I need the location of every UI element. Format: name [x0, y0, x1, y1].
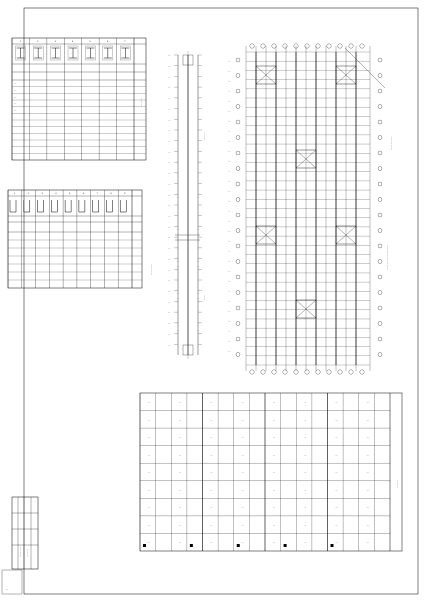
cell-value: — [366, 542, 369, 545]
cell-value: — [366, 472, 369, 474]
top-left-schedule-table [12, 38, 146, 160]
cell-value: — [335, 401, 338, 404]
level-mark: — [168, 151, 171, 154]
axis-bubble-right [378, 182, 382, 186]
axis-bubble-right [378, 244, 382, 248]
dimension-mark: — [228, 341, 231, 343]
column-number: 4 [72, 41, 74, 43]
axis-bubble-left [236, 306, 240, 310]
dimension-mark: — [228, 211, 231, 213]
level-mark: — [168, 172, 171, 175]
elevation-caption: — — [204, 295, 206, 300]
axis-bubble-right [378, 229, 382, 233]
cell-value: — [179, 401, 182, 404]
axis-bubble-left [236, 337, 240, 341]
axis-bubble-top [327, 44, 331, 48]
cell-value: — [14, 83, 17, 85]
axis-bubble-right [378, 89, 382, 93]
column-number: 5 [89, 41, 91, 43]
axis-bubble-top [338, 44, 342, 48]
cell-value: — [366, 401, 369, 404]
dimension-mark: — [228, 61, 231, 63]
dimension-mark: — [228, 141, 231, 143]
section-profile-sketch [17, 48, 25, 58]
level-mark: — [168, 322, 171, 325]
cell-value: — [210, 489, 213, 492]
column-number: 6 [106, 41, 109, 43]
level-mark: — [168, 119, 171, 122]
axis-bubble-top [316, 44, 320, 48]
cell-value: — [179, 489, 182, 492]
column-number: 9 [124, 193, 126, 195]
level-mark: — [168, 333, 171, 336]
cell-value: — [241, 489, 244, 492]
cell-value: — [210, 419, 213, 422]
section-profile-sketch [65, 200, 71, 212]
axis-bubble-top [360, 44, 364, 48]
elevation-caption: — — — [204, 132, 206, 140]
cell-value: — [366, 454, 369, 457]
cell-value: — [179, 419, 182, 422]
level-mark: — [168, 140, 171, 143]
section-profile-sketch [93, 200, 99, 212]
dimension-mark: — [228, 171, 231, 173]
axis-bubble-right [378, 260, 382, 264]
dimension-mark: — [228, 71, 231, 73]
dimension-mark: — [228, 281, 231, 283]
cell-value: — [147, 419, 150, 422]
cell-value: — [241, 419, 244, 422]
axis-bubble-left [236, 167, 240, 171]
axis-bubble-left [236, 182, 240, 186]
axis-bubble-top [261, 44, 265, 48]
axis-bubble-top [283, 44, 287, 48]
edge-stamp-box [2, 570, 22, 594]
caption-text: — — — — [151, 264, 153, 275]
axis-bubble-left [236, 291, 240, 295]
cell-value: — [210, 401, 213, 404]
cell-value: — [147, 489, 150, 492]
section-profile-sketch [104, 48, 112, 58]
marker-square [284, 544, 287, 547]
dimension-mark: — [228, 191, 231, 193]
axis-bubble-left [236, 213, 240, 217]
cell-value: — [335, 419, 338, 422]
cell-value: — [335, 524, 338, 527]
axis-bubble-right [378, 120, 382, 124]
axis-bubble-bottom [316, 370, 320, 374]
column-number: 2 [27, 193, 29, 195]
section-profile-sketch [24, 200, 30, 212]
dimension-mark: — [228, 311, 231, 313]
level-mark: — [168, 130, 171, 132]
cell-value: — [241, 507, 244, 510]
table-outline [8, 190, 142, 288]
dimension-mark: — [228, 231, 231, 233]
column-elevation-drawing [168, 51, 206, 359]
cell-value: — [366, 436, 369, 439]
cell-value: — [147, 401, 150, 404]
cell-value: — [241, 436, 244, 439]
cell-value: — [272, 542, 275, 545]
cell-value: — [272, 419, 275, 422]
axis-bubble-bottom [250, 370, 254, 374]
axis-bubble-left [236, 136, 240, 140]
cell-value: — [179, 454, 182, 457]
column-number: 3 [41, 193, 43, 195]
cell-value: — [335, 472, 338, 474]
section-profile-sketch [51, 200, 57, 212]
dimension-mark: — [228, 81, 231, 83]
cell-value: — [14, 96, 17, 99]
cell-value: — [210, 436, 213, 439]
level-mark: — [168, 301, 171, 304]
dimension-mark: — [228, 161, 231, 163]
level-mark: — [168, 87, 171, 90]
level-mark: — [168, 108, 171, 111]
cell-value: — [210, 454, 213, 457]
axis-bubble-left [236, 275, 240, 279]
column-number: 6 [82, 193, 84, 195]
axis-bubble-right [378, 74, 382, 78]
axis-bubble-right [378, 213, 382, 217]
mid-left-schedule-table [8, 190, 153, 288]
dimension-mark: — [228, 111, 231, 113]
column-number: 4 [55, 193, 57, 195]
level-mark: — [168, 97, 171, 100]
cell-value: — [335, 542, 338, 545]
dimension-mark: — [228, 151, 231, 153]
cell-value: — [335, 507, 338, 510]
axis-bubble-bottom [360, 370, 364, 374]
cell-value: — [366, 419, 369, 422]
axis-bubble-top [250, 44, 254, 48]
axis-bubble-right [378, 105, 382, 109]
level-mark: — [168, 247, 171, 250]
dimension-mark: — [228, 131, 231, 133]
bottom-specification-table [140, 393, 402, 551]
dimension-mark: — [228, 251, 231, 253]
axis-bubble-top [349, 44, 353, 48]
cell-value: — [210, 507, 213, 510]
cell-value: — [304, 489, 307, 492]
cell-value: — [272, 436, 275, 439]
section-profile-sketch [79, 200, 85, 212]
cell-value: — [304, 436, 307, 439]
dimension-mark: — [228, 291, 231, 293]
axis-bubble-bottom [283, 370, 287, 374]
axis-bubble-top [272, 44, 276, 48]
cell-value: — [147, 507, 150, 510]
axis-bubble-bottom [261, 370, 265, 374]
cell-value: — [147, 524, 150, 527]
axis-bubble-left [236, 89, 240, 93]
cell-value: — [14, 89, 17, 92]
axis-bubble-bottom [305, 370, 309, 374]
level-mark: — [168, 162, 171, 165]
marker-square [190, 544, 193, 547]
level-mark: — [168, 226, 171, 229]
cell-value: — [272, 524, 275, 527]
section-profile-sketch [34, 48, 42, 58]
cell-value: — [304, 401, 307, 404]
axis-bubble-right [378, 353, 382, 357]
cell-value: — [147, 436, 150, 439]
cell-value: — [241, 401, 244, 404]
axis-bubble-right [378, 322, 382, 326]
axis-bubble-right [378, 306, 382, 310]
axis-bubble-right [378, 58, 382, 62]
dimension-mark: — [228, 101, 231, 103]
section-profile-sketch [86, 48, 94, 58]
column-number: 7 [124, 41, 126, 43]
axis-bubble-left [236, 120, 240, 124]
dimension-mark: — [228, 221, 231, 223]
dimension-mark: — [228, 351, 231, 353]
cell-value: — [304, 524, 307, 527]
column-number: 7 [96, 193, 98, 195]
cell-value: — [366, 507, 369, 510]
cell-value: — [210, 524, 213, 527]
axis-bubble-left [236, 244, 240, 248]
section-profile-sketch [121, 48, 129, 58]
plan-note: — — — — — [391, 136, 393, 150]
cell-value: — [147, 542, 150, 545]
section-profile-sketch [10, 200, 16, 212]
level-mark: — [168, 344, 171, 347]
axis-bubble-right [378, 337, 382, 341]
cell-value: — [210, 542, 213, 545]
marker-square [143, 544, 146, 547]
axis-bubble-left [236, 105, 240, 109]
level-mark: — [168, 280, 171, 282]
marker-square [237, 544, 240, 547]
cell-value: — [272, 401, 275, 404]
column-number: 3 [54, 41, 56, 43]
column-number: 1 [13, 193, 16, 195]
marker-square [331, 544, 334, 547]
axis-bubble-bottom [272, 370, 276, 374]
level-mark: — [168, 76, 171, 79]
dimension-mark: — [228, 201, 231, 203]
cell-value: — [147, 472, 150, 474]
axis-bubble-bottom [338, 370, 342, 374]
dimension-mark: — [228, 321, 231, 323]
leader-line [345, 48, 385, 88]
axis-bubble-left [236, 58, 240, 62]
cell-value: — [272, 507, 275, 510]
level-mark: — [168, 183, 171, 186]
corner-mark: — [6, 589, 9, 591]
cell-value: — [304, 454, 307, 457]
inner-border [24, 8, 418, 594]
cell-value: — [304, 419, 307, 422]
dimension-mark: — [228, 301, 231, 303]
cell-value: — [272, 454, 275, 457]
axis-bubble-bottom [327, 370, 331, 374]
section-profile-sketch [69, 48, 77, 58]
axis-bubble-left [236, 322, 240, 326]
title-block-text: — — — [27, 549, 29, 557]
level-mark: — [168, 258, 171, 261]
cell-value: — [304, 472, 307, 474]
dimension-mark: — [228, 271, 231, 273]
axis-bubble-left [236, 198, 240, 202]
axis-bubble-left [236, 353, 240, 357]
cell-value: — [14, 109, 17, 112]
axis-bubble-right [378, 151, 382, 155]
cell-value: — [335, 454, 338, 457]
cell-value: — [179, 472, 182, 474]
table-caption: — — — [397, 480, 399, 488]
dimension-mark: — [228, 241, 231, 243]
title-block-outline [12, 497, 38, 569]
cell-value: — [179, 436, 182, 439]
level-mark: — [168, 269, 171, 272]
column-number: 2 [37, 41, 39, 43]
cell-value: — [335, 489, 338, 492]
cell-value: — [241, 454, 244, 457]
cell-value: — [366, 489, 369, 492]
framing-plan-drawing [228, 44, 393, 374]
cell-value: — [241, 472, 244, 474]
dimension-mark: — [228, 181, 231, 183]
caption-text: — — — [140, 98, 142, 106]
cell-value: — [272, 489, 275, 492]
cell-value: — [304, 507, 307, 510]
cell-value: — [241, 542, 244, 545]
column-number: 8 [110, 193, 112, 195]
dimension-mark: — [228, 331, 231, 333]
plan-caption: — — — — — — — — — [387, 245, 389, 270]
dimension-mark: — [228, 121, 231, 123]
cell-value: — [179, 507, 182, 510]
cell-value: — [366, 524, 369, 527]
cell-value: — [14, 103, 17, 105]
section-profile-sketch [52, 48, 60, 58]
cell-value: — [147, 454, 150, 457]
cell-value: — [210, 472, 213, 474]
axis-bubble-left [236, 74, 240, 78]
column-number: 1 [19, 41, 21, 43]
axis-bubble-right [378, 275, 382, 279]
section-profile-sketch [38, 200, 44, 212]
cell-value: — [179, 524, 182, 527]
level-mark: — [168, 65, 171, 68]
level-mark: — [168, 55, 171, 57]
axis-bubble-right [378, 167, 382, 171]
title-block-text: — — — — [20, 546, 22, 557]
level-mark: — [168, 194, 171, 197]
cell-value: — [272, 472, 275, 474]
axis-bubble-left [236, 260, 240, 264]
cell-value: — [241, 524, 244, 527]
dimension-mark: — [228, 91, 231, 93]
cell-value: — [179, 542, 182, 545]
axis-bubble-right [378, 198, 382, 202]
axis-bubble-bottom [349, 370, 353, 374]
section-profile-sketch [106, 200, 112, 212]
axis-bubble-left [236, 229, 240, 233]
cell-value: — [304, 542, 307, 545]
cell-value: — [335, 436, 338, 439]
level-mark: — [168, 237, 171, 240]
dimension-mark: — [228, 261, 231, 263]
axis-bubble-top [305, 44, 309, 48]
table-outline [12, 38, 146, 160]
column-number: 5 [69, 193, 71, 195]
axis-bubble-right [378, 136, 382, 140]
level-mark: — [168, 205, 171, 207]
level-mark: — [168, 312, 171, 315]
axis-bubble-left [236, 151, 240, 155]
section-profile-sketch [120, 200, 126, 212]
level-mark: — [168, 215, 171, 218]
axis-bubble-right [378, 291, 382, 295]
level-mark: — [168, 290, 171, 293]
